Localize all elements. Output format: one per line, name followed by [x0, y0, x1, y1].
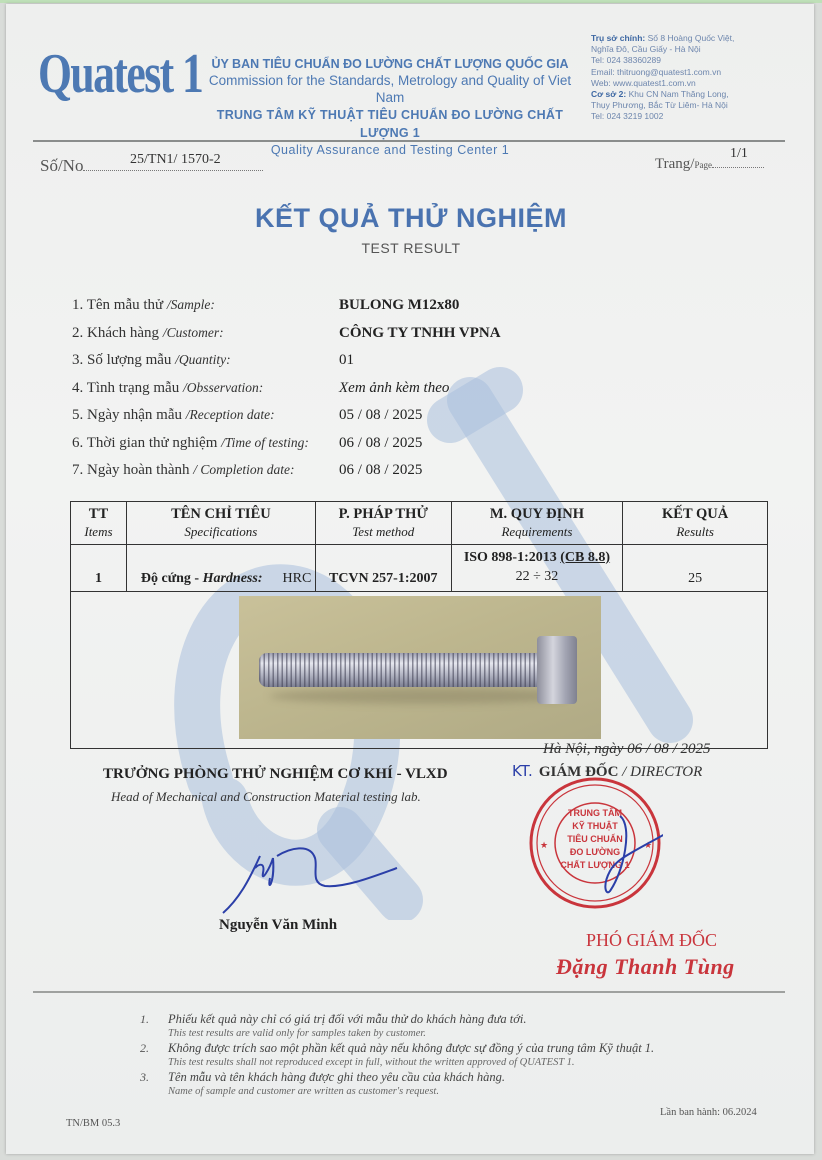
- col-header-requirements: M. QUY ĐỊNH Requirements: [451, 502, 623, 545]
- completion-date: 06 / 08 / 2025: [339, 462, 423, 479]
- photo-row: [71, 592, 768, 749]
- branch-address: Khu CN Nam Thăng Long,: [628, 89, 729, 100]
- info-row-completion-date: 7. Ngày hoàn thành / Completion date: 06 / 08 / 2025: [72, 462, 423, 479]
- official-stamp-icon: [528, 776, 663, 911]
- org-line-en: Commission for the Standards, Metrology and Quality of Viet Nam: [208, 73, 572, 105]
- document-number: [40, 152, 263, 176]
- web-link[interactable]: Web: www.quatest1.com.vn: [591, 77, 696, 88]
- requirement-cell: ISO 898-1:2013 (CB 8.8) 22 ÷ 32: [451, 545, 623, 592]
- col-header-results: KẾT QUẢ Results: [623, 502, 768, 545]
- page-subtitle: TEST RESULT: [361, 240, 461, 256]
- director-title: KT. GIÁM ĐỐC / DIRECTOR: [512, 762, 703, 780]
- info-row-quantity: 3. Số lượng mẫu /Quantity: 01: [72, 352, 354, 369]
- note-item: 1. Phiếu kết quả này chỉ có giá trị đối với mẫu thử do khách hàng đưa tới. This test results are valid only for samples taken by customer.: [140, 1012, 527, 1039]
- result-value: 25: [623, 545, 768, 592]
- lab-head-title-en: Head of Mechanical and Construction Material testing lab.: [111, 789, 421, 804]
- col-header-specifications: TÊN CHỈ TIÊU Specifications: [126, 502, 315, 545]
- page-number: [655, 146, 764, 173]
- specification-cell: Độ cứng - Hardness: HRC: [126, 545, 315, 592]
- doc-no-value: 25/TN1/ 1570-2: [130, 152, 221, 167]
- table-header-row: [71, 502, 768, 545]
- center-name-en: Quality Assurance and Testing Center 1: [270, 143, 510, 157]
- vice-director-name: Đặng Thanh Tùng: [556, 954, 735, 979]
- contact-block: [591, 33, 791, 123]
- photo-cell: [71, 592, 768, 749]
- testing-date: 06 / 08 / 2025: [339, 434, 423, 451]
- hq-tel: Tel: 024 38360289: [591, 55, 661, 66]
- info-row-reception-date: 5. Ngày nhận mẫu /Reception date: 05 / 08 / 2025: [72, 407, 423, 424]
- email-link[interactable]: Email: thitruong@quatest1.com.vn: [591, 66, 722, 77]
- sample-name: BULONG M12x80: [339, 297, 460, 314]
- info-row-testing-time: 6. Thời gian thử nghiệm /Time of testing: 06 / 08 / 2025: [72, 434, 423, 451]
- director-prefix: KT.: [512, 762, 533, 780]
- sample-photo: [239, 596, 601, 739]
- center-name-vi: TRUNG TÂM KỸ THUẬT TIÊU CHUẨN ĐO LƯỜNG CHẤT LƯỢNG 1: [216, 108, 564, 140]
- top-edge: [0, 0, 822, 3]
- bolt-head-icon: [537, 636, 577, 704]
- doc-no-label: Số/No: [40, 156, 84, 175]
- page-value: 1/1: [730, 146, 748, 161]
- item-number: 1: [71, 545, 127, 592]
- svg-text:TIÊU CHUẨN: TIÊU CHUẨN: [567, 834, 623, 844]
- quantity-value: 01: [339, 352, 354, 369]
- place-date: Hà Nội, ngày 06 / 08 / 2025: [543, 741, 711, 757]
- reception-date: 05 / 08 / 2025: [339, 407, 423, 424]
- hq-address-2: Nghĩa Đô, Cầu Giấy - Hà Nội: [591, 44, 701, 55]
- organization-block: [195, 56, 585, 159]
- col-header-test-method: P. PHÁP THỬ Test method: [315, 502, 451, 545]
- quatest-logo: Quatest 1: [38, 43, 203, 105]
- hq-address: Số 8 Hoàng Quốc Việt,: [647, 33, 735, 43]
- notes-divider: [33, 991, 785, 993]
- header-divider: [33, 140, 785, 142]
- page-title: KẾT QUẢ THỬ NGHIỆM: [255, 203, 567, 233]
- info-row-observation: 4. Tình trạng mẫu /Obsservation: Xem ảnh kèm theo: [72, 379, 450, 396]
- branch-label: Cơ sở 2:: [591, 89, 627, 100]
- note-item: 3. Tên mẫu và tên khách hàng được ghi theo yêu cầu của khách hàng. Name of sample and customer are written as customer's request.: [140, 1070, 506, 1097]
- vice-director-title: PHÓ GIÁM ĐỐC: [586, 930, 718, 950]
- svg-text:TRUNG TÂM: TRUNG TÂM: [568, 808, 622, 818]
- sample-info-list: [72, 292, 532, 485]
- branch-address-2: Thụy Phương, Bắc Từ Liêm- Hà Nội: [591, 100, 728, 111]
- col-header-items: TT Items: [71, 502, 127, 545]
- observation-value: Xem ảnh kèm theo: [339, 379, 450, 396]
- svg-text:★: ★: [540, 840, 549, 850]
- page-label: Trang/: [655, 156, 695, 172]
- org-line-vi: ỦY BAN TIÊU CHUẨN ĐO LƯỜNG CHẤT LƯỢNG QUỐC GIA: [211, 57, 569, 71]
- svg-text:★: ★: [644, 840, 653, 850]
- bolt-thread-icon: [259, 653, 547, 687]
- page-label-en: Page: [694, 160, 712, 170]
- lab-head-name: Nguyễn Văn Minh: [219, 917, 338, 933]
- issue-date: Lần ban hành: 06.2024: [660, 1107, 757, 1118]
- svg-text:CHẤT LƯỢNG 1: CHẤT LƯỢNG 1: [560, 860, 630, 870]
- lab-head-title: TRƯỞNG PHÒNG THỬ NGHIỆM CƠ KHÍ - VLXD: [103, 766, 448, 782]
- test-method: TCVN 257-1:2007: [315, 545, 451, 592]
- customer-name: CÔNG TY TNHH VPNA: [339, 324, 501, 341]
- info-row-customer: 2. Khách hàng /Customer: CÔNG TY TNHH VPNA: [72, 324, 501, 341]
- lab-head-signature-icon: [215, 838, 405, 928]
- table-row: [71, 545, 768, 592]
- notes-list: [140, 1012, 740, 1099]
- hq-label: Trụ sở chính:: [591, 33, 646, 43]
- branch-tel: Tel: 024 3219 1002: [591, 111, 664, 122]
- svg-text:ĐO LƯỜNG: ĐO LƯỜNG: [569, 847, 621, 857]
- svg-text:KỸ THUẬT: KỸ THUẬT: [572, 821, 618, 831]
- form-code: TN/BM 05.3: [66, 1118, 121, 1129]
- results-table: [70, 501, 768, 749]
- info-row-sample: 1. Tên mẫu thử /Sample: BULONG M12x80: [72, 297, 460, 314]
- note-item: 2. Không được trích sao một phần kết quả này nếu không được sự đồng ý của trung tâm Kỹ thuật 1. This test results shall not reproduced except in full, without the written approved of QUATEST 1.: [140, 1041, 655, 1068]
